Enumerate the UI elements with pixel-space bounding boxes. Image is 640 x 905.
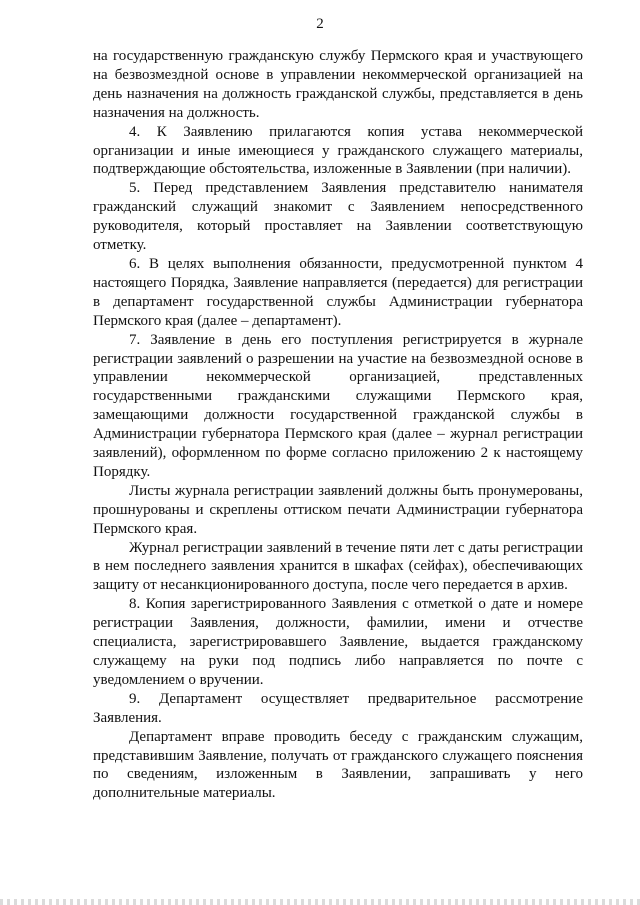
paragraph-journal-sheets: Листы журнала регистрации заявлений должны быть пронумерованы, прошнурованы и скреплены оттиском печати Администрации губернатора Пермского края.	[93, 482, 583, 537]
paragraph-item-7: 7. Заявление в день его поступления регистрируется в журнале регистрации заявлений о разрешении на участие на безвозмездной основе в управлении некоммерческой организацией, представленных государственными гражданскими служащими Пермского края, замещающими должности государственной гражданской службы в Администрации губернатора Пермского края (далее – журнал регистрации заявлений), оформленном по форме согласно приложению 2 к настоящему Порядку.	[93, 331, 583, 480]
paragraph-item-6: 6. В целях выполнения обязанности, предусмотренной пунктом 4 настоящего Порядка, Заявление направляется (передается) для регистрации в департамент государственной службы Администрации губернатора Пермского края (далее – департамент).	[93, 255, 583, 329]
paragraph-item-9: 9. Департамент осуществляет предварительное рассмотрение Заявления.	[93, 690, 583, 726]
page-number: 2	[316, 16, 324, 32]
paragraph-continuation: на государственную гражданскую службу Пермского края и участвующего на безвозмездной основе в управлении некоммерческой организацией на день назначения на должность гражданской службы, представляется в день назначения на должность.	[93, 48, 583, 121]
paragraph-item-5: 5. Перед представлением Заявления представителю нанимателя гражданский служащий знакомит с Заявлением непосредственного руководителя, который проставляет на Заявлении соответствующую отметку.	[93, 180, 583, 254]
paragraph-item-8: 8. Копия зарегистрированного Заявления с отметкой о дате и номере регистрации Заявления, должности, фамилии, имени и отчестве специалиста, зарегистрировавшего Заявление, выдается гражданскому служащему на руки под подпись либо направляется по почте с уведомлением о вручении.	[93, 596, 583, 688]
document-body	[93, 47, 583, 803]
paragraph-item-4: 4. К Заявлению прилагаются копия устава некоммерческой организации и иные имеющиеся у гражданского служащего материалы, подтверждающие обстоятельства, изложенные в Заявлении (при наличии).	[93, 123, 583, 178]
paragraph-journal-storage: Журнал регистрации заявлений в течение пяти лет с даты регистрации в нем последнего заявления хранится в шкафах (сейфах), обеспечивающих защиту от несанкционированного доступа, после чего передается в архив.	[93, 539, 583, 594]
scan-edge-artifact	[0, 899, 640, 905]
paragraph-department-rights: Департамент вправе проводить беседу с гражданским служащим, представившим Заявление, получать от гражданского служащего пояснения по сведениям, изложенным в Заявлении, запрашивать у него дополнительные материалы.	[93, 728, 583, 802]
